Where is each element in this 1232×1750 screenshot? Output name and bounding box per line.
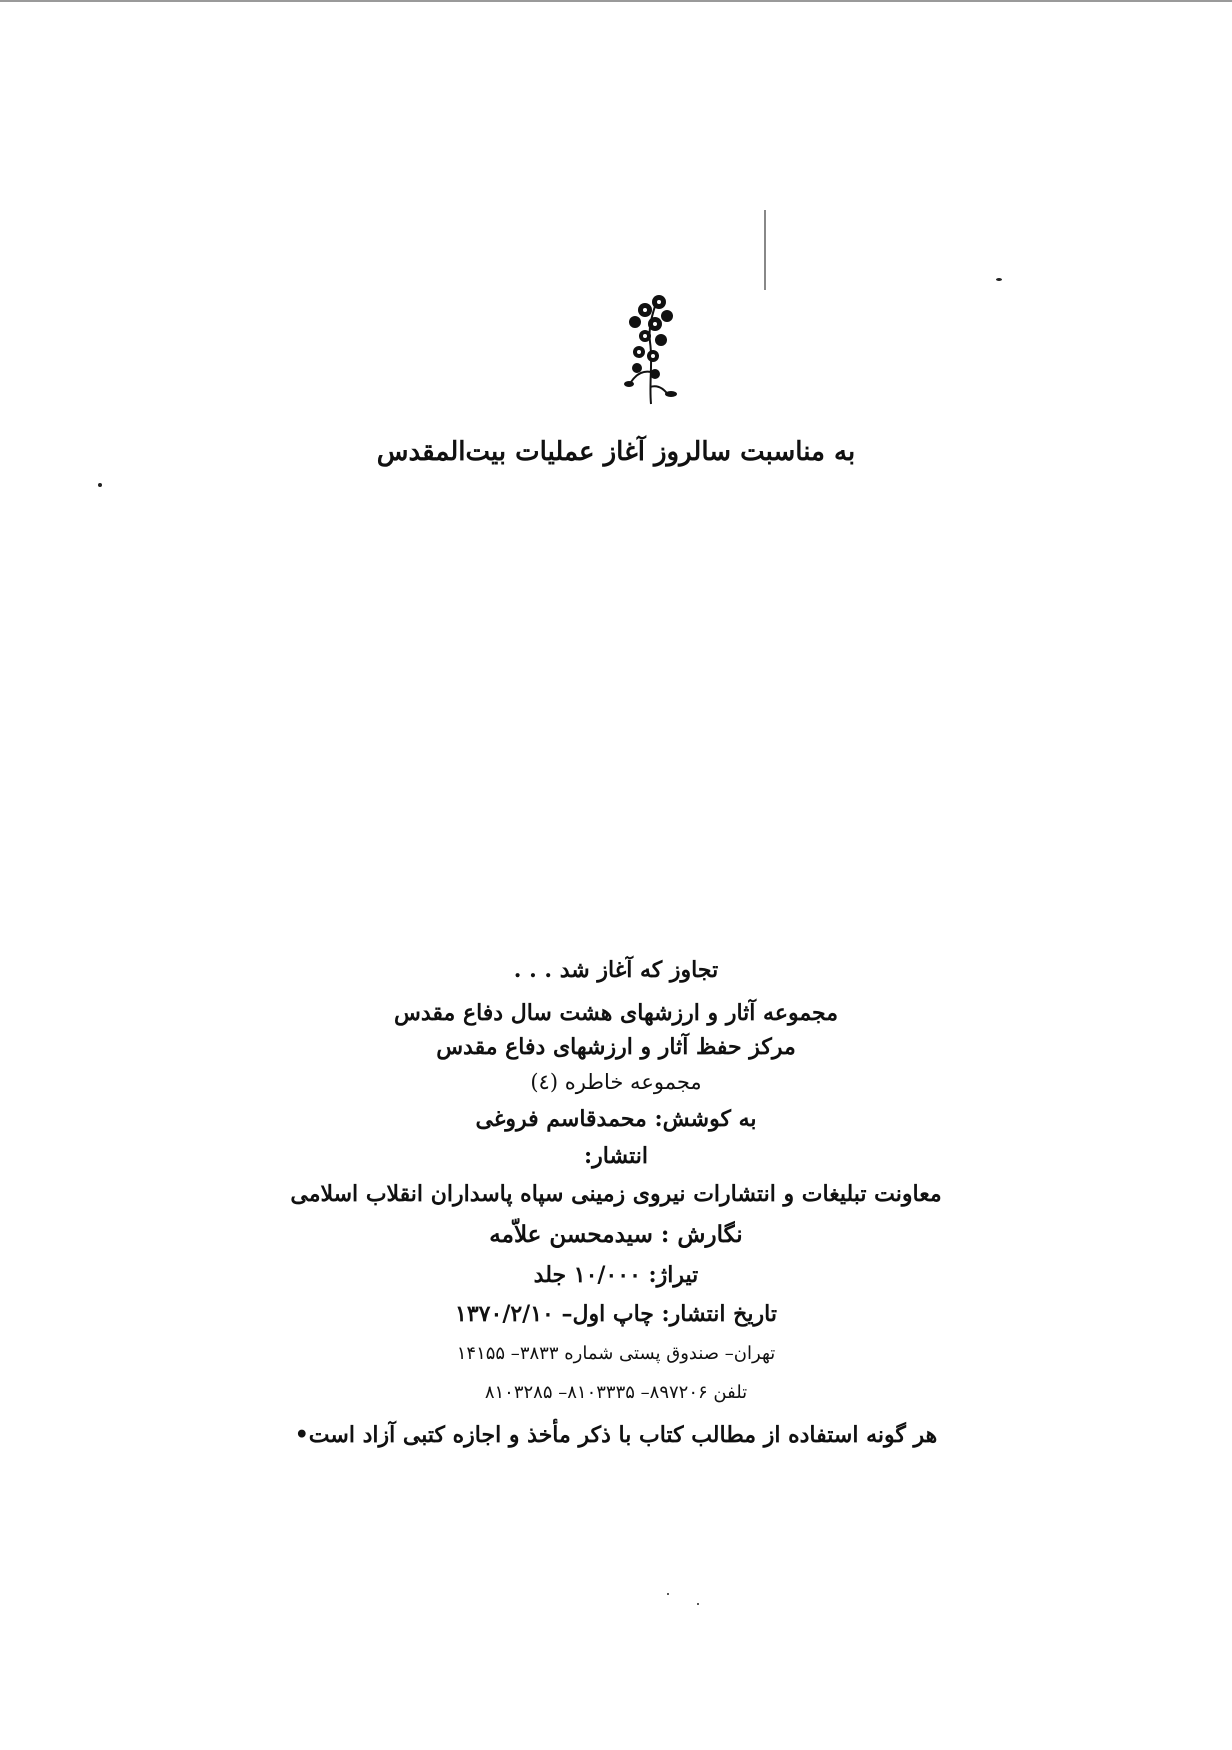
rights-notice-text: هر گونه استفاده از مطالب کتاب با ذکر مأخذ و اجازه کتبی آزاد است <box>308 1422 938 1448</box>
scan-speck <box>996 278 1002 281</box>
end-mark-icon: • <box>294 1422 309 1448</box>
publisher-name: معاونت تبلیغات و انتشارات نیروی زمینی سپاه پاسداران انقلاب اسلامی <box>290 1181 942 1207</box>
writer-line: نگارش : سیدمحسن علاّمه <box>489 1221 743 1248</box>
center-name: مرکز حفظ آثار و ارزشهای دفاع مقدس <box>436 1034 796 1060</box>
rights-notice <box>0 1422 1232 1448</box>
floral-sprig-icon <box>615 292 689 408</box>
collection-name: مجموعه خاطره (٤) <box>530 1070 702 1094</box>
book-title: تجاوز که آغاز شد . . . <box>513 957 719 983</box>
print-run-line: تیراژ: ۱۰/۰۰۰ جلد <box>533 1262 699 1288</box>
series-name: مجموعه آثار و ارزشهای هشت سال دفاع مقدس <box>393 1000 839 1026</box>
phone-line: تلفن ۸۹۷۲۰۶– ۸۱۰۳۳۳۵– ۸۱۰۳۲۸۵ <box>484 1382 748 1403</box>
top-edge-rule <box>0 0 1232 2</box>
scan-speck <box>98 483 102 487</box>
compiler-line: به کوشش: محمدقاسم فروغی <box>475 1106 757 1132</box>
scan-speck <box>764 210 766 290</box>
publication-date-line: تاریخ انتشار: چاپ اول– ۱۳۷۰/۲/۱۰ <box>455 1301 777 1327</box>
dedication-text: به مناسبت سالروز آغاز عملیات بیت‌المقدس <box>376 437 856 467</box>
scan-speck <box>667 1593 669 1595</box>
scan-speck <box>697 1603 699 1605</box>
address-line: تهران– صندوق پستی شماره ۳۸۳۳– ۱۴۱۵۵ <box>456 1343 776 1364</box>
publisher-label: انتشار: <box>584 1143 648 1169</box>
imprint-block <box>0 950 1232 1448</box>
